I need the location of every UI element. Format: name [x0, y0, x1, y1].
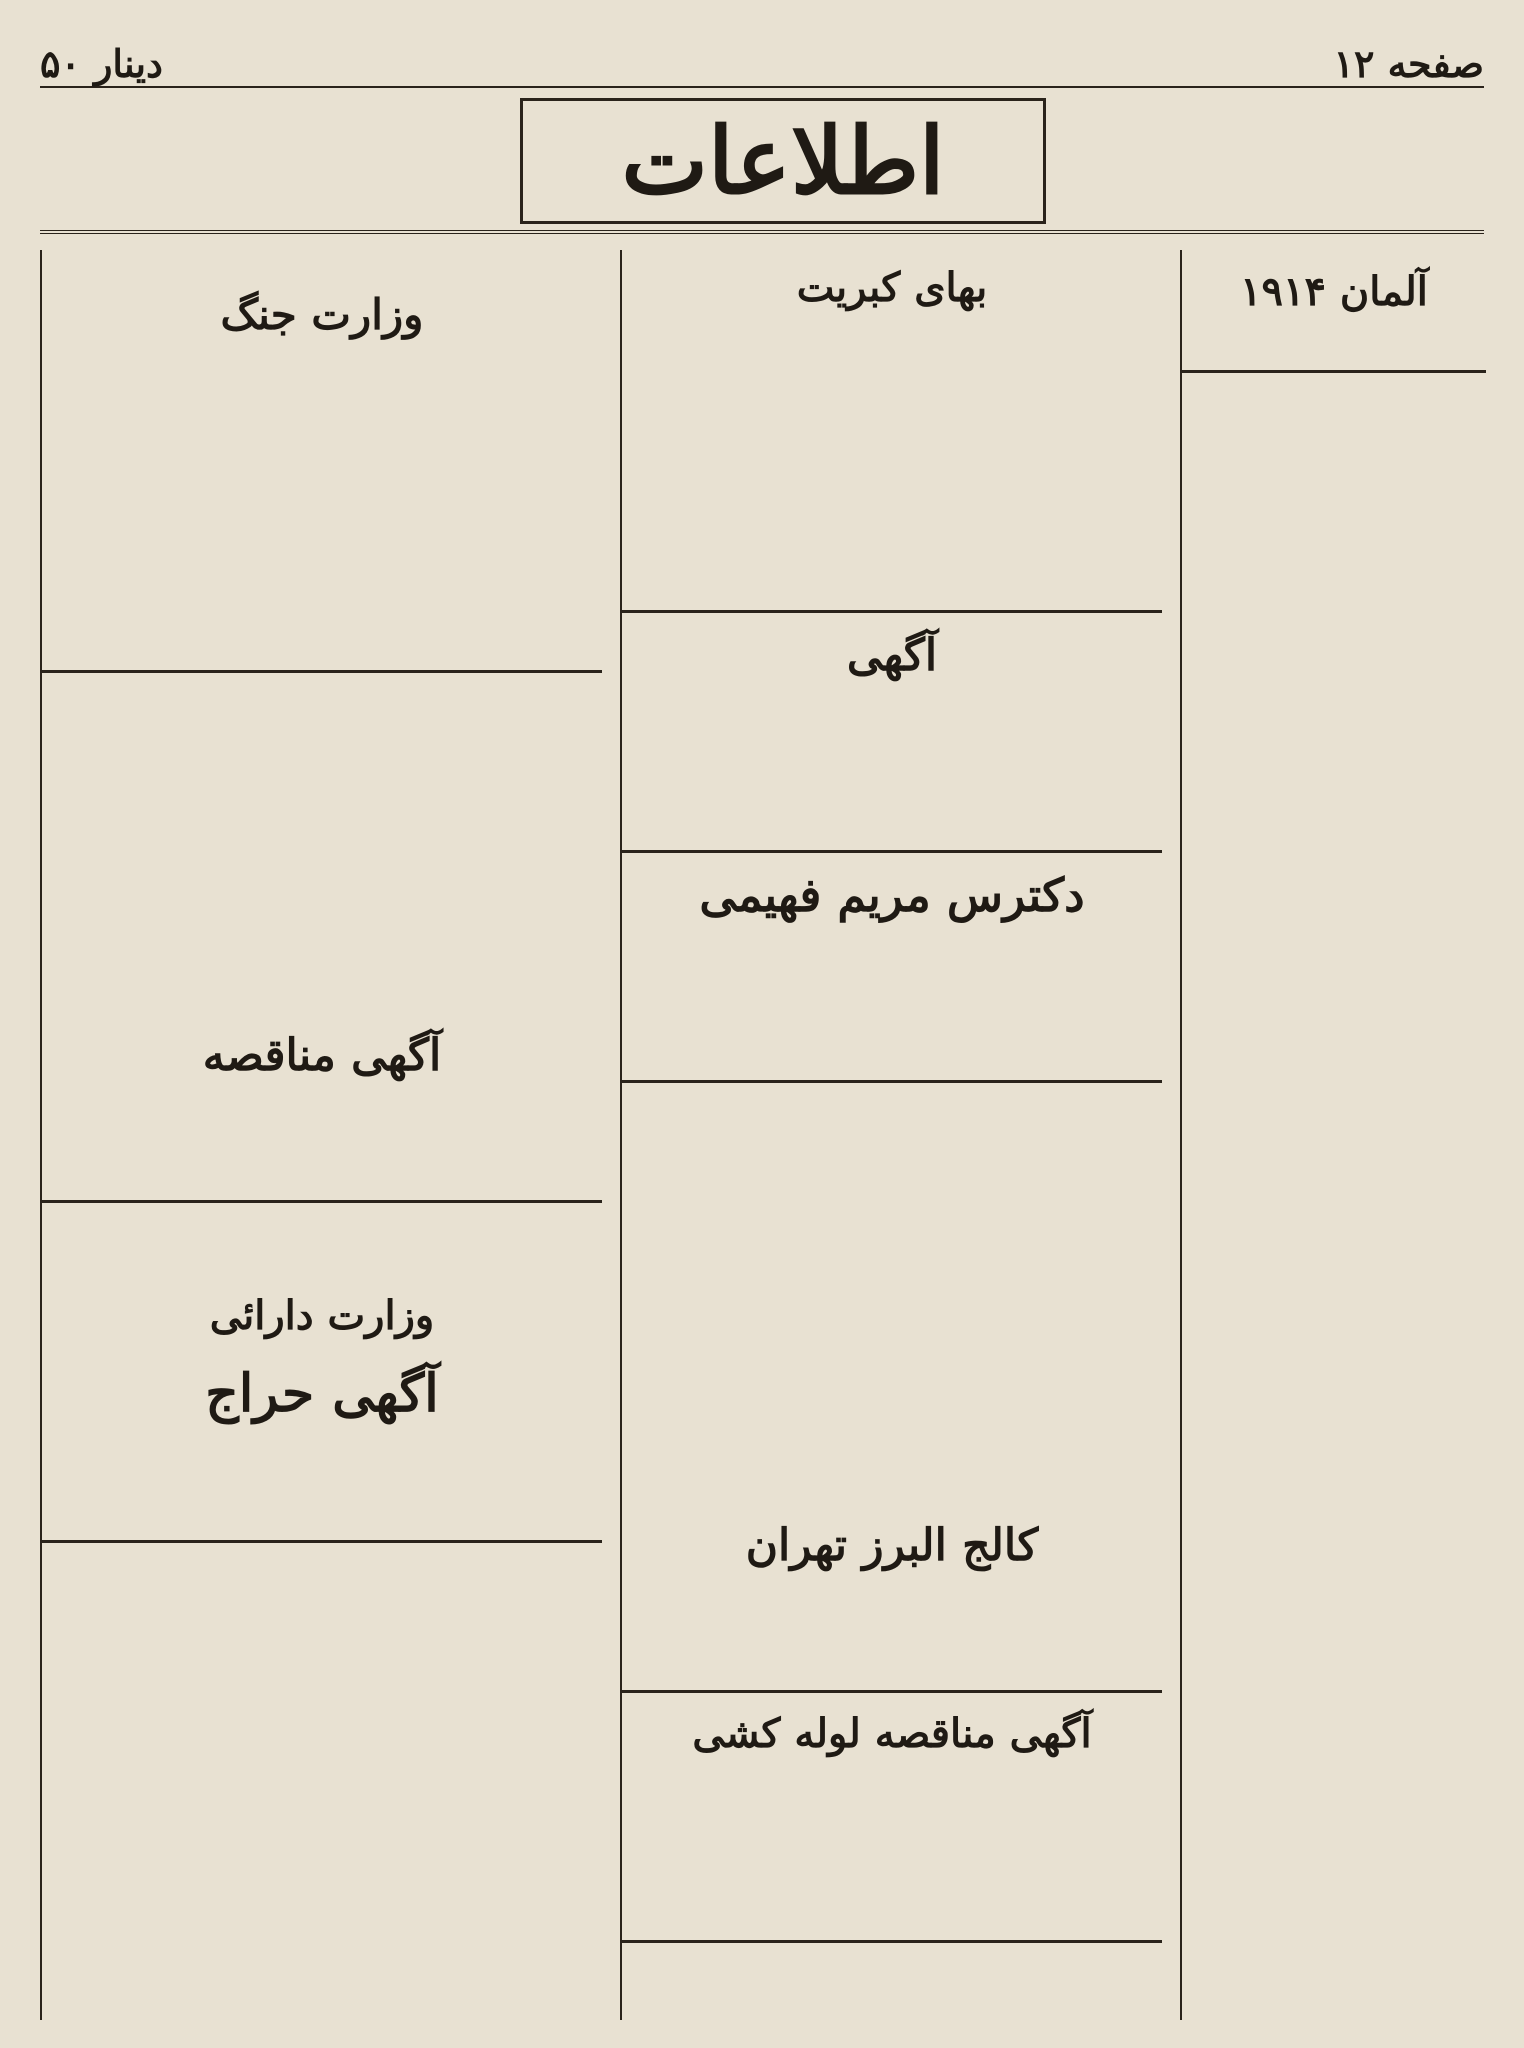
pipeline-headline: آگهی مناقصه لوله کشی: [692, 1710, 1092, 1757]
alborz-headline: کالج البرز تهران: [745, 1520, 1039, 1571]
masthead-topline: [40, 40, 1484, 88]
germany-headline: آلمان ۱۹۱۴: [1240, 268, 1428, 315]
newspaper-logo: اطلاعات: [520, 98, 1046, 224]
masthead: [40, 40, 1484, 234]
middle-column: [620, 250, 1162, 2020]
pipeline-ad: [622, 1700, 1162, 1943]
finance-ad: [42, 1280, 602, 1543]
doctor-ad: [622, 860, 1162, 1083]
ad-headline: آگهی: [846, 630, 938, 681]
left-column: [40, 250, 602, 2020]
general-ad: [622, 620, 1162, 853]
price-label: ۵۰ دینار: [40, 40, 163, 86]
doctor-headline: دکترس مریم فهیمی: [699, 868, 1085, 922]
match-headline: بهای کبریت: [796, 264, 988, 311]
tender-ad: [42, 1010, 602, 1203]
military-headline: وزارت جنگ: [220, 290, 424, 339]
finance-headline: وزارت دارائی: [209, 1292, 435, 1339]
right-column: [1180, 250, 1486, 2020]
germany-article-header: [1182, 250, 1486, 373]
military-ad: [42, 250, 602, 673]
page-count-label: ۱۲ صفحه: [1333, 40, 1484, 86]
tender-headline: آگهی مناقصه: [202, 1030, 442, 1081]
auction-headline: آگهی حراج: [205, 1363, 439, 1424]
alborz-ad: [622, 1510, 1162, 1693]
match-price-ad: [622, 250, 1162, 613]
